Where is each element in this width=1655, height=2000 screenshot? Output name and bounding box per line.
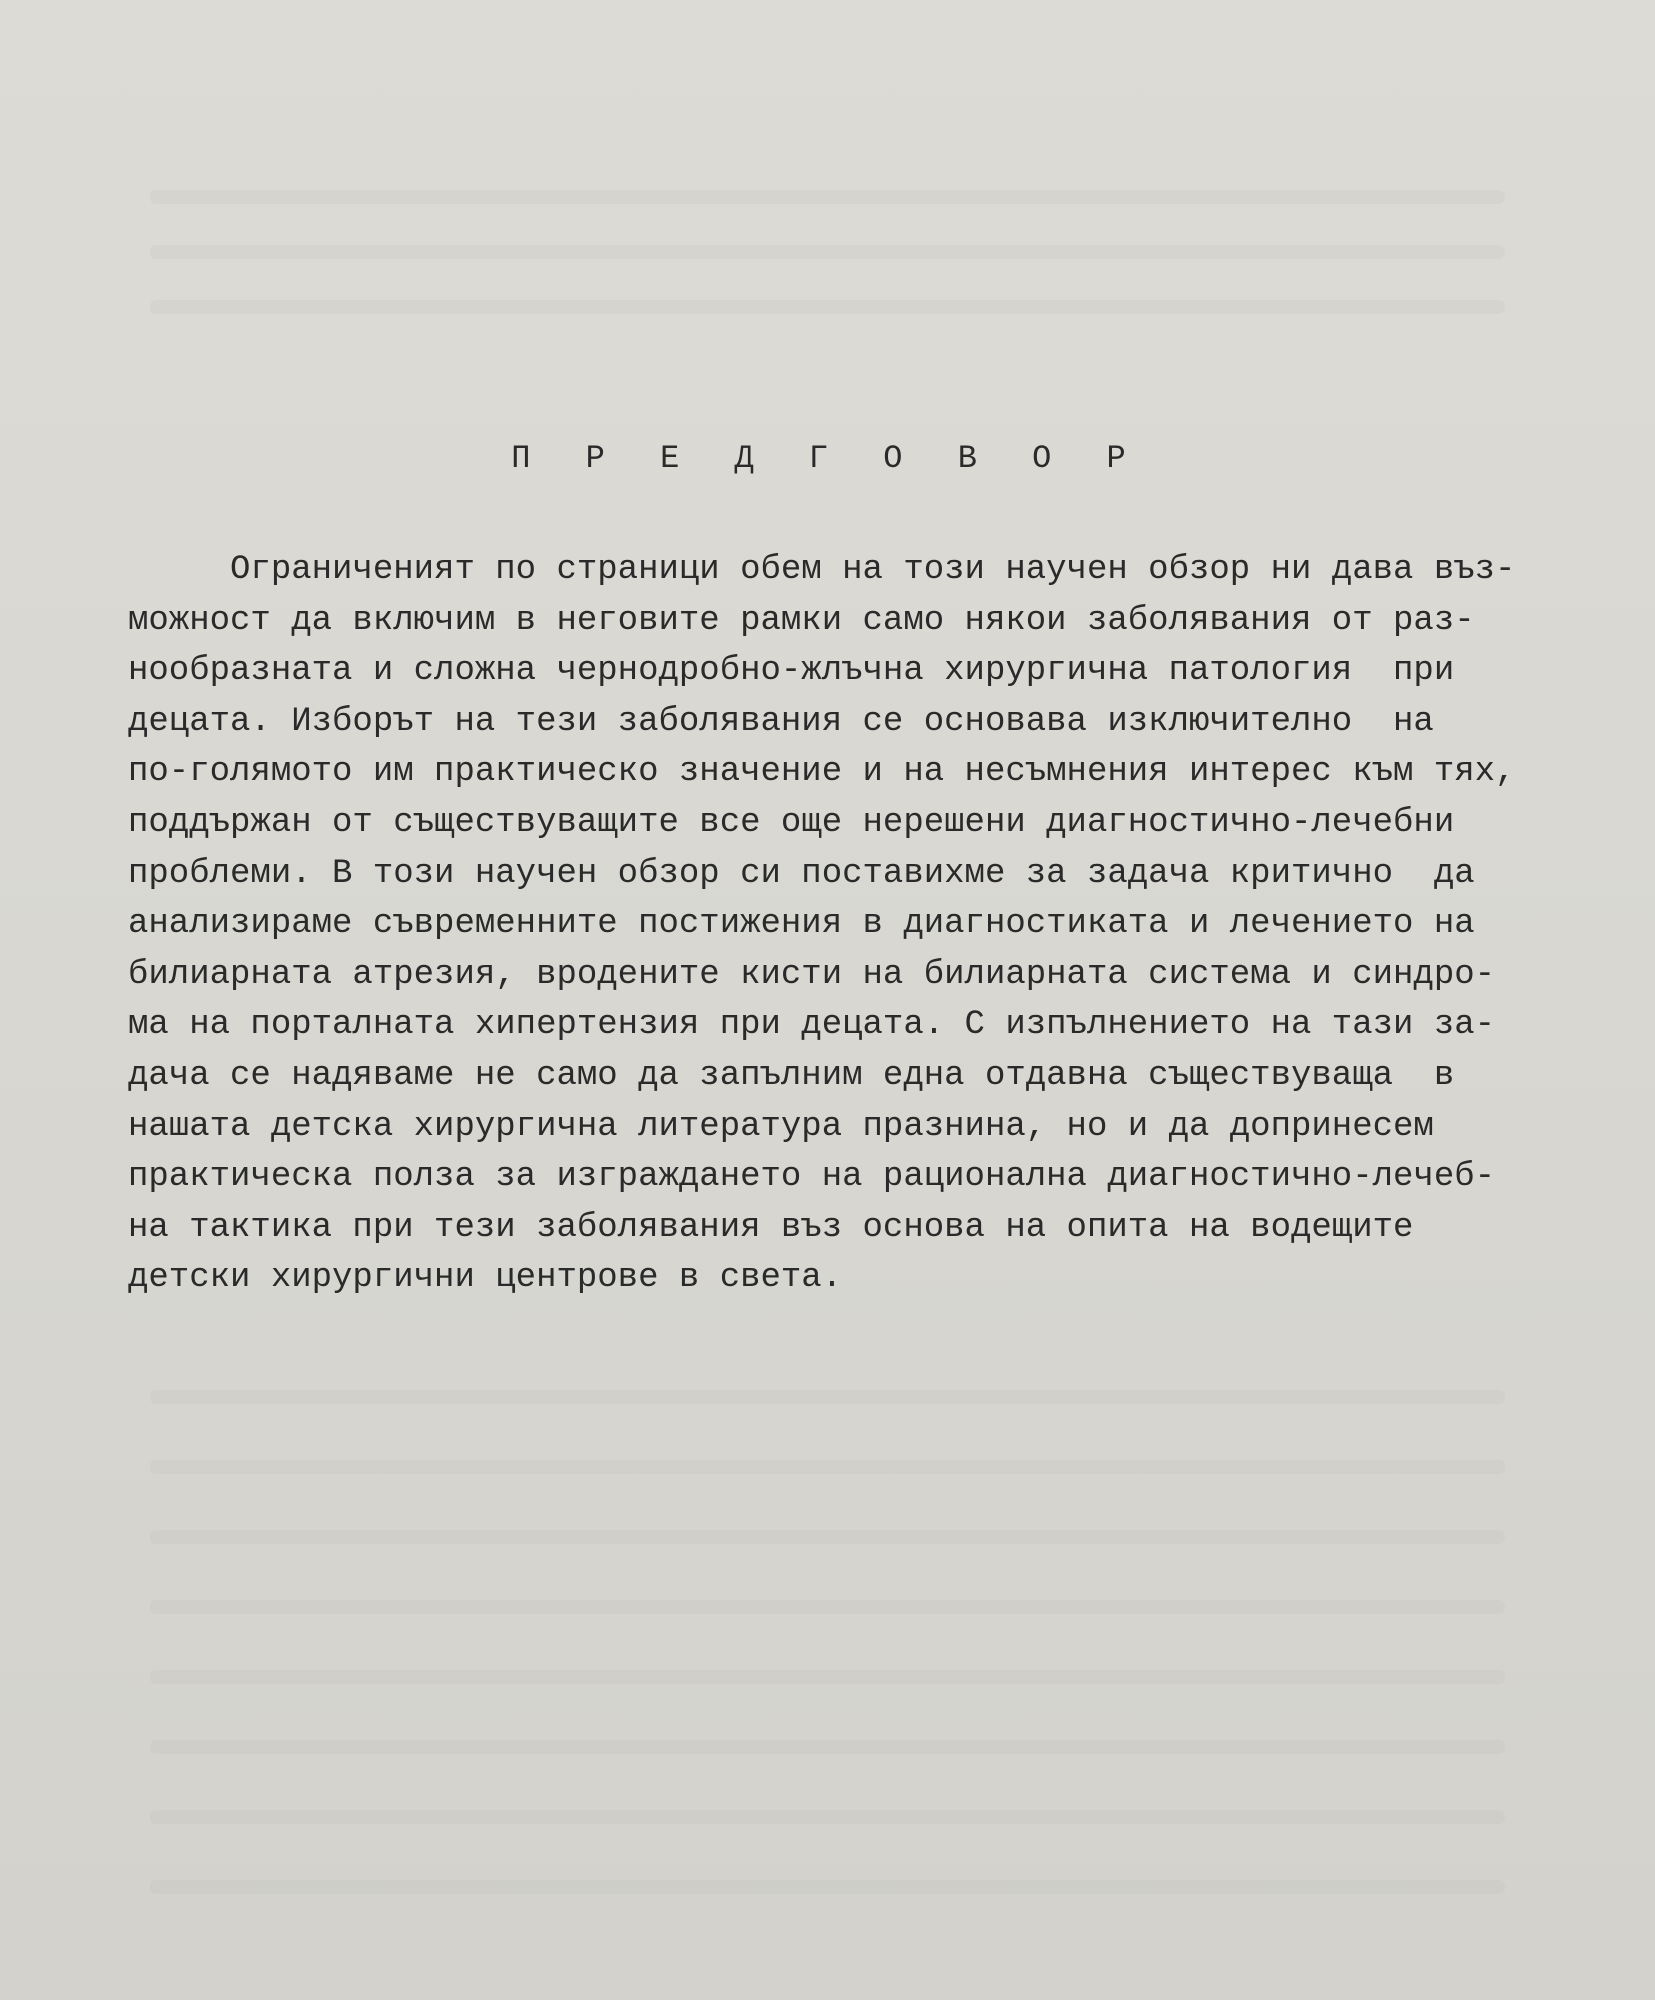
text-line: по-голямото им практическо значение и на несъмнения интерес към тях,	[128, 753, 1516, 792]
show-through-text	[150, 1880, 1505, 1894]
show-through-text	[150, 1530, 1505, 1544]
show-through-text	[150, 190, 1505, 204]
text-line: нашата детска хирургична литература празнина, но и да допринесем	[128, 1107, 1434, 1146]
text-line: практическа полза за изграждането на рационална диагностично-лечеб-	[128, 1158, 1496, 1197]
text-line: анализираме съвременните постижения в диагностиката и лечението на	[128, 905, 1475, 944]
show-through-text	[150, 1740, 1505, 1754]
show-through-text	[150, 1600, 1505, 1614]
text-line: ма на порталната хипертензия при децата. С изпълнението на тази за-	[128, 1006, 1496, 1045]
text-line: нообразната и сложна чернодробно-жлъчна хирургична патология при	[128, 652, 1455, 691]
show-through-text	[150, 300, 1505, 314]
show-through-text	[150, 1390, 1505, 1404]
show-through-text	[150, 1670, 1505, 1684]
text-line: дача се надяваме не само да запълним една отдавна съществуваща в	[128, 1056, 1455, 1095]
show-through-text	[150, 245, 1505, 259]
page-title: П Р Е Д Г О В О Р	[511, 440, 1144, 477]
text-line: проблеми. В този научен обзор си поставихме за задача критично да	[128, 854, 1475, 893]
text-line: децата. Изборът на тези заболявания се основава изключително на	[128, 702, 1434, 741]
preface-paragraph	[128, 545, 1548, 1304]
text-line: детски хирургични центрове в света.	[128, 1259, 843, 1298]
text-line: билиарната атрезия, вродените кисти на билиарната система и синдро-	[128, 955, 1496, 994]
text-line: поддържан от съществуващите все още нерешени диагностично-лечебни	[128, 803, 1455, 842]
text-line: на тактика при тези заболявания въз основа на опита на водещите	[128, 1208, 1414, 1247]
text-line: можност да включим в неговите рамки само някои заболявания от раз-	[128, 601, 1475, 640]
show-through-text	[150, 1810, 1505, 1824]
show-through-text	[150, 1460, 1505, 1474]
text-line: Ограниченият по страници обем на този научен обзор ни дава въз-	[128, 551, 1516, 589]
